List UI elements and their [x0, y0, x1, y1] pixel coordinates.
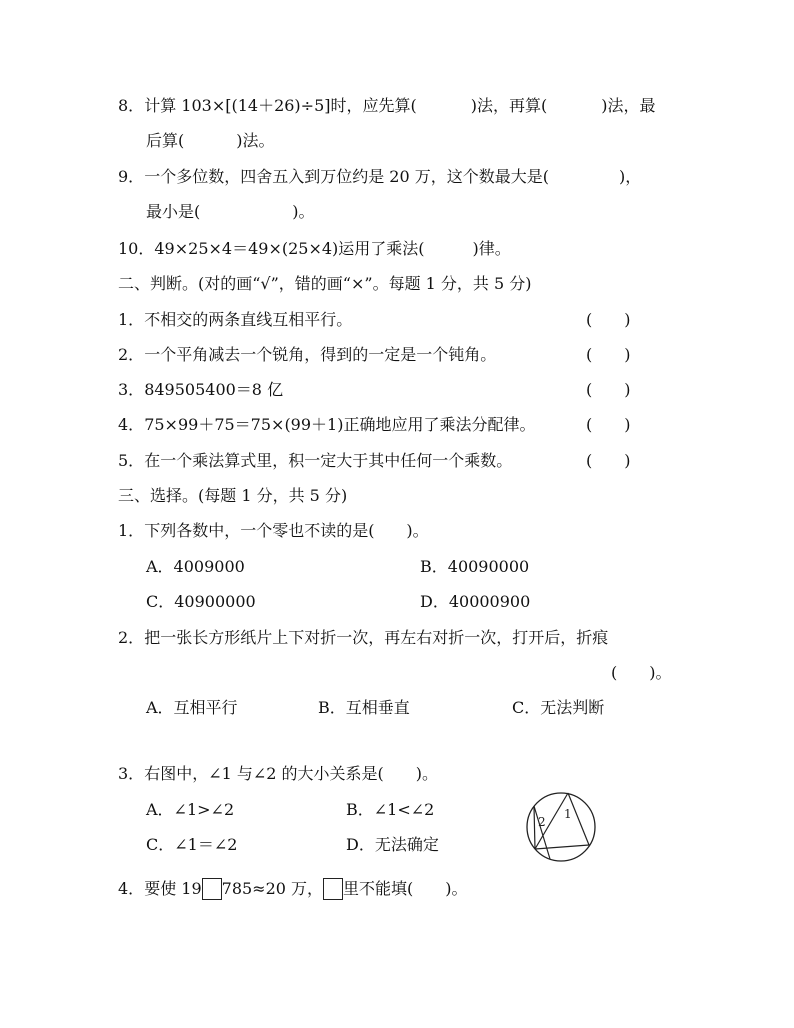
question-text: 右图中，∠1 与∠2 的大小关系是( )。 [144, 764, 439, 783]
question-text: )律。 [472, 239, 511, 258]
question-8-line2 [146, 131, 275, 151]
option-d[interactable]: D．40000900 [420, 592, 531, 611]
question-text: 最小是( [146, 202, 201, 221]
judge-answer-paren[interactable]: ( ) [586, 345, 631, 364]
question-10 [118, 239, 511, 259]
question-text: 要使 19 [144, 879, 202, 898]
question-number: 9． [118, 167, 145, 186]
judge-item-4 [118, 415, 535, 435]
choice-question-4 [118, 878, 468, 898]
answer-paren[interactable]: ( )。 [611, 663, 672, 682]
digit-box[interactable] [323, 878, 343, 900]
judge-answer-paren[interactable]: ( ) [586, 451, 631, 470]
judge-item-1 [118, 310, 352, 330]
question-number: 4． [118, 879, 145, 898]
question-text: )法。 [236, 131, 275, 150]
question-text: 在一个乘法算式里，积一定大于其中任何一个乘数。 [144, 451, 513, 470]
question-9-line2 [146, 202, 315, 222]
angle-circle-figure [524, 790, 598, 864]
question-text: )。 [292, 202, 315, 221]
line-segment [535, 845, 589, 849]
question-number: 3． [118, 764, 145, 783]
question-text: )法，最 [601, 96, 656, 115]
question-text: )法，再算( [470, 96, 548, 115]
option-b[interactable]: B．∠1<∠2 [346, 800, 435, 819]
option-c[interactable]: C．∠1＝∠2 [146, 835, 238, 854]
section-2-title: 二、判断。(对的画“√”，错的画“×”。每题 1 分，共 5 分) [118, 274, 532, 293]
choice-question-2 [118, 628, 608, 648]
question-text: 49×25×4＝49×(25×4)运用了乘法( [154, 239, 425, 258]
section-3-title: 三、选择。(每题 1 分，共 5 分) [118, 486, 348, 505]
question-number: 3． [118, 380, 145, 399]
question-8 [118, 96, 656, 116]
judge-item-5 [118, 451, 512, 471]
question-text: 不相交的两条直线互相平行。 [144, 310, 353, 329]
angle-label-1: 1 [564, 807, 572, 821]
option-a[interactable]: A．互相平行 [146, 698, 238, 717]
question-number: 1． [118, 521, 145, 540]
question-number: 2． [118, 345, 145, 364]
option-c[interactable]: C．40900000 [146, 592, 256, 611]
question-text: 一个多位数，四舍五入到万位约是 20 万，这个数最大是( [144, 167, 549, 186]
question-text: 计算 103×[(14＋26)÷5]时，应先算( [144, 96, 417, 115]
question-text: 后算( [146, 131, 185, 150]
judge-item-2 [118, 345, 496, 365]
question-text: )， [618, 167, 642, 186]
judge-answer-paren[interactable]: ( ) [586, 310, 631, 329]
choice-question-1 [118, 521, 429, 541]
option-a[interactable]: A．∠1>∠2 [146, 800, 235, 819]
angle-label-2: 2 [538, 815, 546, 829]
option-a[interactable]: A．4009000 [146, 557, 245, 576]
question-text: 里不能填( )。 [343, 879, 468, 898]
question-number: 5． [118, 451, 145, 470]
question-text: 把一张长方形纸片上下对折一次，再左右对折一次，打开后，折痕 [144, 628, 609, 647]
question-text: 75×99＋75＝75×(99＋1)正确地应用了乘法分配律。 [144, 415, 536, 434]
question-number: 4． [118, 415, 145, 434]
line-segment [534, 806, 535, 849]
option-b[interactable]: B．互相垂直 [318, 698, 410, 717]
question-text: 下列各数中，一个零也不读的是( )。 [144, 521, 429, 540]
question-text: 849505400＝8 亿 [144, 380, 284, 399]
question-number: 1． [118, 310, 145, 329]
judge-item-3 [118, 380, 283, 400]
judge-answer-paren[interactable]: ( ) [586, 415, 631, 434]
question-number: 8． [118, 96, 145, 115]
option-d[interactable]: D．无法确定 [346, 835, 439, 854]
question-text: 785≈20 万， [221, 879, 324, 898]
question-number: 10． [118, 239, 155, 258]
question-text: 一个平角减去一个锐角，得到的一定是一个钝角。 [144, 345, 497, 364]
option-c[interactable]: C．无法判断 [512, 698, 605, 717]
question-number: 2． [118, 628, 145, 647]
choice-question-3 [118, 764, 438, 784]
digit-box[interactable] [202, 878, 222, 900]
option-b[interactable]: B．40090000 [420, 557, 530, 576]
question-9 [118, 167, 641, 187]
judge-answer-paren[interactable]: ( ) [586, 380, 631, 399]
